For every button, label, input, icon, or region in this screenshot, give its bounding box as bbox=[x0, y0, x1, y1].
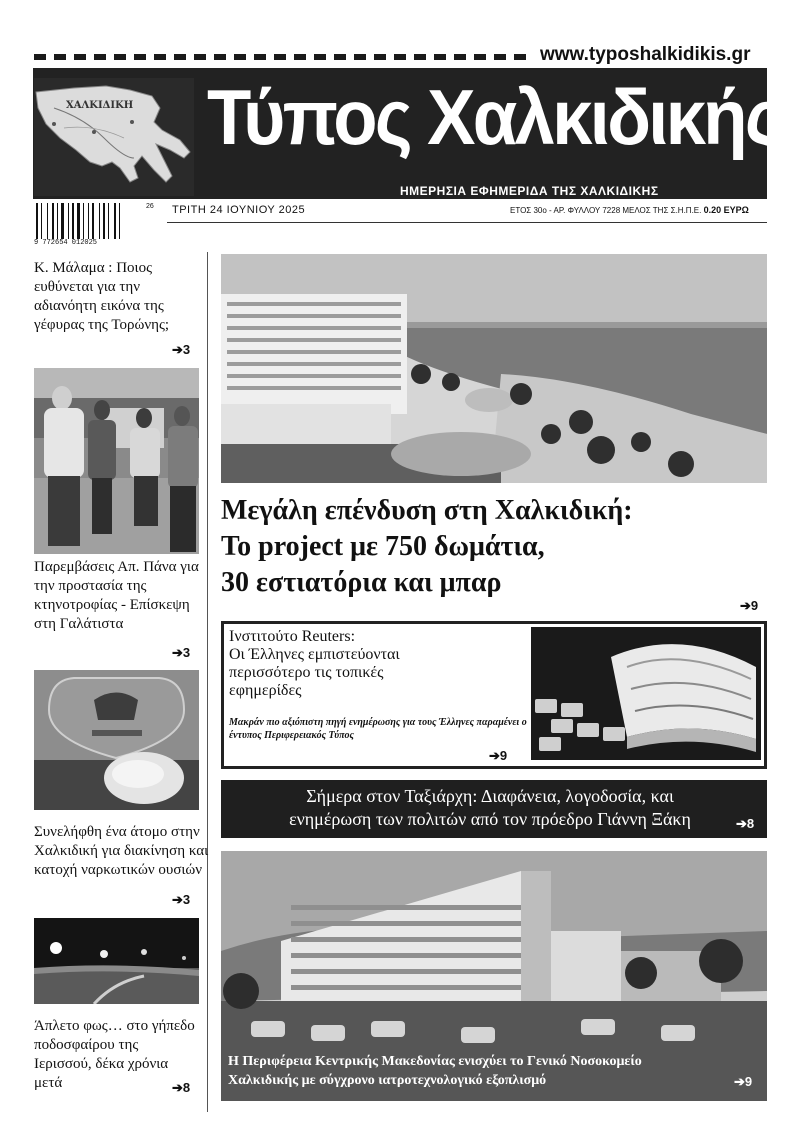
main-headline-page-ref: ➔9 bbox=[740, 598, 759, 613]
issue-number: ΕΤΟΣ 30ο - ΑΡ. ΦΥΛΛΟΥ 7228 ΜΕΛΟΣ ΤΗΣ Σ.Η.Π.Ε. bbox=[510, 206, 702, 215]
taxiarchis-line1: Σήμερα στον Ταξιάρχη: Διαφάνεια, λογοδοσία, και bbox=[306, 786, 674, 806]
taxiarchis-story-page-ref: ➔8 bbox=[736, 816, 755, 831]
taxiarchis-story-text bbox=[225, 785, 755, 831]
newspaper-title: Τύπος Χαλκιδικής bbox=[207, 73, 780, 161]
sidebar-story-3[interactable]: Συνελήφθη ένα άτομο στην Χαλκιδική για διακίνηση και κατοχή ναρκωτικών ουσιών bbox=[34, 824, 209, 878]
hospital-story-caption[interactable] bbox=[228, 1052, 758, 1090]
taxiarchis-line2: ενημέρωση των πολιτών από τον πρόεδρο Γιάννη Ξάκη bbox=[289, 809, 691, 829]
reuters-title-line3: περισσότερο τις τοπικές bbox=[229, 664, 384, 681]
sidebar-photo-stadium-lights bbox=[34, 918, 199, 1004]
map-label: ΧΑΛΚΙΔΙΚΗ bbox=[66, 100, 134, 111]
sidebar-story-2[interactable]: Παρεμβάσεις Απ. Πάνα για την προστασία της κτηνοτροφίας - Επίσκεψη στη Γαλάτιστα bbox=[34, 559, 199, 632]
reuters-title-line1: Ινστιτούτο Reuters: bbox=[229, 628, 356, 645]
sidebar-story-4[interactable]: Άπλετο φως… στο γήπεδο ποδοσφαίρου της Ιερισσού, δέκα χρόνια μετά bbox=[34, 1018, 195, 1091]
halkidiki-map-image bbox=[34, 78, 194, 196]
hospital-caption-line2: Χαλκιδικής με σύγχρονο ιατροτεχνολογικό εξοπλισμό bbox=[228, 1073, 547, 1088]
sidebar-story-4-page-ref: ➔8 bbox=[172, 1080, 191, 1095]
website-link[interactable]: www.typoshalkidikis.gr bbox=[540, 44, 751, 65]
main-headline-line2: Το project με 750 δωμάτια, bbox=[221, 531, 545, 562]
sidebar-photo-police-seizure bbox=[34, 670, 199, 810]
sidebar-story-1[interactable]: Κ. Μάλαμα : Ποιος ευθύνεται για την αδιανόητη εικόνα της γέφυρας της Τορώνης; bbox=[34, 260, 170, 333]
hospital-caption-line1: Η Περιφέρεια Κεντρικής Μακεδονίας ενισχύει το Γενικό Νοσοκομείο bbox=[228, 1054, 642, 1069]
newspaper-subtitle: ΗΜΕΡΗΣΙΑ ΕΦΗΜΕΡΙΔΑ ΤΗΣ ΧΑΛΚΙΔΙΚΗΣ bbox=[400, 184, 659, 198]
barcode bbox=[34, 203, 144, 239]
date-rule bbox=[167, 222, 767, 223]
main-headline[interactable] bbox=[221, 493, 766, 601]
sidebar-photo-livestock-visit bbox=[34, 368, 199, 554]
barcode-digits: 9 772654 012025 bbox=[34, 239, 98, 247]
main-photo-hotel-resort bbox=[221, 254, 767, 483]
reuters-story-page-ref: ➔9 bbox=[489, 748, 508, 763]
main-headline-line3: 30 εστιατόρια και μπαρ bbox=[221, 567, 502, 598]
reuters-title-line2: Οι Έλληνες εμπιστεύονται bbox=[229, 646, 400, 663]
reuters-title-line4: εφημερίδες bbox=[229, 682, 302, 699]
issue-price: 0.20 ΕΥΡΩ bbox=[703, 205, 749, 215]
header-dashed-rule bbox=[34, 54, 529, 60]
reuters-story-subtitle: Μακράν πιο αξιόπιστη πηγή ενημέρωσης για τους Έλληνες παραμένει ο έντυπος Περιφερειακός Τύπος bbox=[229, 717, 527, 741]
sidebar-story-1-page-ref: ➔3 bbox=[172, 342, 191, 357]
sidebar-story-3-page-ref: ➔3 bbox=[172, 892, 191, 907]
reuters-story-title bbox=[229, 628, 529, 700]
main-headline-line1: Μεγάλη επένδυση στη Χαλκιδική: bbox=[221, 495, 633, 526]
reuters-photo-newspaper-keyboard bbox=[531, 627, 761, 760]
column-separator bbox=[207, 252, 208, 1112]
hospital-story-page-ref: ➔9 bbox=[734, 1074, 753, 1089]
issue-date: ΤΡΙΤΗ 24 ΙΟΥΝΙΟΥ 2025 bbox=[172, 204, 306, 216]
barcode-addon: 26 bbox=[146, 203, 154, 210]
issue-info bbox=[510, 205, 749, 215]
sidebar-story-2-page-ref: ➔3 bbox=[172, 645, 191, 660]
